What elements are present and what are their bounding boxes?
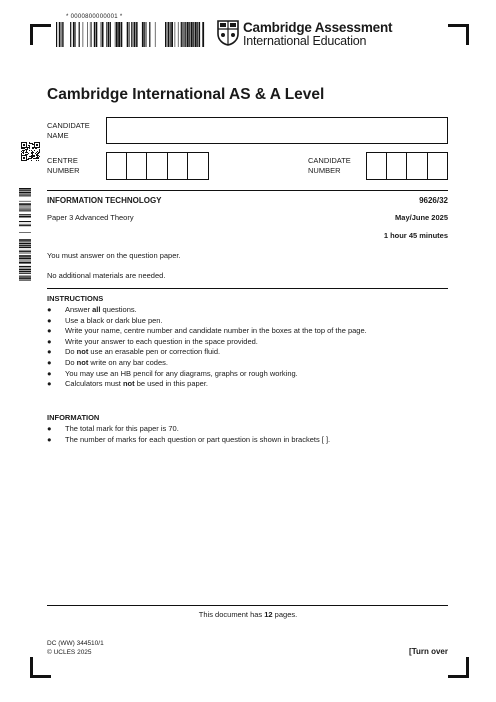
page-count-note (0, 610, 496, 619)
list-item-emphasis: not (122, 379, 135, 389)
list-item-text: be used in this paper. (134, 379, 208, 389)
bullet-icon: ● (47, 379, 52, 389)
materials-note: No additional materials are needed. (47, 271, 166, 280)
centre-number-digit-box[interactable] (147, 152, 168, 180)
divider-top (47, 190, 448, 191)
document-code: DC (WW) 344510/1 (47, 640, 104, 647)
divider-middle (47, 288, 448, 289)
list-item-text: use an erasable pen or correction fluid. (88, 347, 221, 357)
candidate-name-label-line1: CANDIDATE (47, 121, 90, 130)
turn-over-note: [Turn over (409, 647, 448, 656)
corner-mark-bottom-left (30, 657, 51, 678)
bullet-icon: ● (47, 326, 52, 336)
candidate-number-digit-box[interactable] (428, 152, 449, 180)
page-count-pre: This document has (198, 610, 265, 619)
centre-number-label (47, 156, 107, 176)
answer-instruction: You must answer on the question paper. (47, 251, 181, 260)
centre-number-digit-box[interactable] (106, 152, 127, 180)
bullet-icon: ● (47, 347, 52, 357)
bullet-icon: ● (47, 357, 52, 367)
logo-line-1: Cambridge Assessment (243, 20, 393, 35)
centre-number-boxes (106, 152, 209, 180)
centre-number-label-line1: CENTRE (47, 156, 78, 165)
bullet-icon: ● (47, 424, 52, 433)
list-item (47, 358, 367, 369)
exam-duration: 1 hour 45 minutes (383, 231, 448, 240)
centre-number-digit-box[interactable] (168, 152, 189, 180)
corner-mark-bottom-right (448, 657, 469, 678)
bullet-icon: ● (47, 434, 52, 444)
corner-mark-top-right (448, 24, 469, 45)
list-item-text: write on any bar codes. (88, 357, 168, 367)
cambridge-logo (217, 20, 393, 50)
candidate-name-field[interactable] (106, 117, 448, 144)
list-item-text: Do (65, 347, 77, 357)
candidate-name-label-line2: NAME (47, 131, 69, 140)
corner-mark-top-left (30, 24, 51, 45)
candidate-name-label (47, 121, 107, 141)
candidate-number-boxes (366, 152, 448, 180)
logo-line-2: International Education (243, 34, 367, 48)
candidate-number-digit-box[interactable] (366, 152, 387, 180)
candidate-number-digit-box[interactable] (407, 152, 428, 180)
list-item-text: Write your name, centre number and candidate number in the boxes at the top of the page. (65, 326, 367, 336)
list-item-text: You may use an HB pencil for any diagrams, graphs or rough working. (65, 368, 298, 378)
subject-name: INFORMATION TECHNOLOGY (47, 196, 162, 205)
list-item-text: Do (65, 357, 77, 367)
list-item-text: The total mark for this paper is 70. (65, 424, 179, 433)
bullet-icon: ● (47, 315, 52, 325)
centre-number-digit-box[interactable] (188, 152, 209, 180)
instructions-list (47, 305, 367, 390)
bullet-icon: ● (47, 305, 52, 314)
list-item (47, 316, 367, 327)
list-item (47, 347, 367, 358)
top-barcode (56, 22, 206, 47)
candidate-number-digit-box[interactable] (387, 152, 408, 180)
list-item-text: Answer (65, 305, 93, 314)
page-count-number: 12 (264, 610, 273, 619)
candidate-number-label-line1: CANDIDATE (308, 156, 351, 165)
list-item (47, 379, 367, 390)
page-count-post: pages. (272, 610, 298, 619)
bullet-icon: ● (47, 336, 52, 346)
centre-number-digit-box[interactable] (127, 152, 148, 180)
bullet-icon: ● (47, 368, 52, 378)
list-item (47, 435, 330, 446)
list-item (47, 305, 367, 316)
list-item-text: Use a black or dark blue pen. (65, 315, 163, 325)
list-item-text: Write your answer to each question in the space provided. (65, 336, 258, 346)
cambridge-shield-icon (217, 20, 239, 46)
paper-title: Paper 3 Advanced Theory (47, 213, 134, 222)
list-item-emphasis: not (76, 357, 89, 367)
centre-number-label-line2: NUMBER (47, 166, 80, 175)
list-item-text: The number of marks for each question or part question is shown in brackets [ ]. (65, 434, 331, 444)
syllabus-code: 9626/32 (419, 196, 448, 205)
copyright: © UCLES 2025 (47, 649, 92, 656)
list-item (47, 424, 330, 435)
exam-session: May/June 2025 (395, 213, 448, 222)
list-item-text: questions. (100, 305, 137, 314)
information-list (47, 424, 330, 445)
list-item-text: Calculators must (65, 379, 123, 389)
qualification-title: Cambridge International AS & A Level (47, 86, 325, 103)
instructions-heading: INSTRUCTIONS (47, 294, 104, 303)
list-item-emphasis: all (92, 305, 101, 314)
list-item (47, 337, 367, 348)
candidate-number-label-line2: NUMBER (308, 166, 341, 175)
information-heading: INFORMATION (47, 413, 100, 422)
barcode-number: * 0000800000001 * (66, 14, 123, 20)
side-barcode (19, 188, 31, 281)
list-item (47, 369, 367, 380)
divider-bottom (47, 605, 448, 606)
qr-code (21, 142, 40, 161)
list-item-emphasis: not (76, 347, 89, 357)
list-item (47, 326, 367, 337)
